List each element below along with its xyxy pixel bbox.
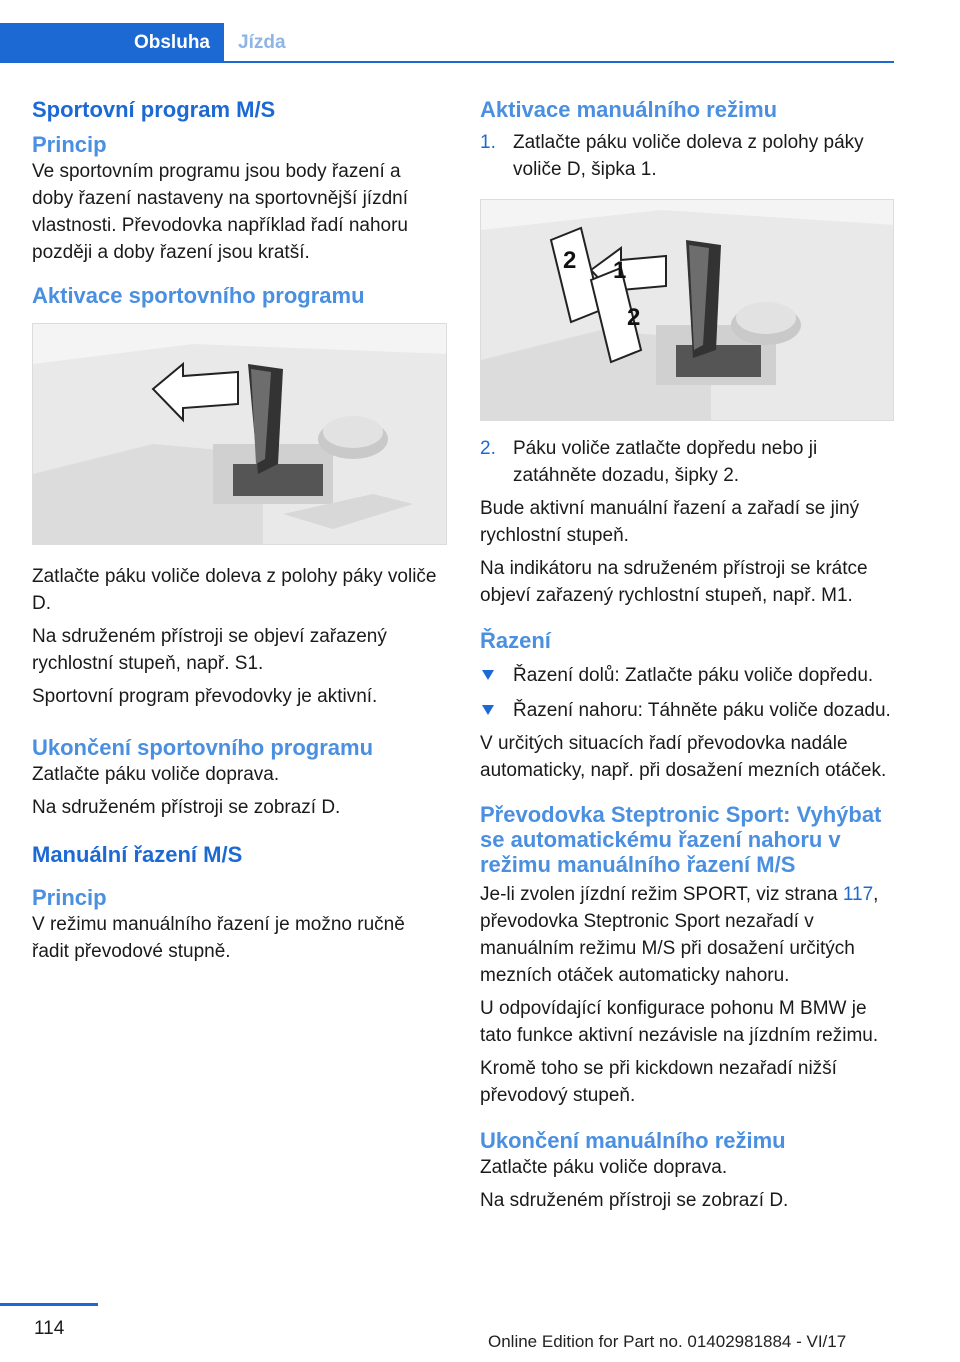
- list-item-text: Řazení dolů: Zatlačte páku voliče dopředu.: [513, 665, 874, 686]
- step-item: [480, 129, 894, 183]
- paragraph-sport-1: Zatlačte páku voliče doleva z polohy páky voliče D.: [32, 566, 437, 614]
- list-item-text: Řazení nahoru: Táhněte páku voliče dozadu.: [513, 700, 891, 721]
- triangle-bullet-icon: [482, 670, 494, 680]
- heading-princip: Princip: [32, 132, 107, 157]
- step-number: 1.: [480, 132, 496, 153]
- header-divider: [0, 61, 894, 63]
- heading-manual: Manuální řazení M/S: [32, 842, 243, 867]
- tab-jizda[interactable]: Jízda: [238, 32, 286, 53]
- paragraph-steptronic-3: Kromě toho se při kickdown nezařadí nižší převodový stupeň.: [480, 1058, 837, 1106]
- paragraph-ukonceni-2: Na sdruženém přístroji se zobrazí D.: [32, 797, 341, 818]
- page-link-117[interactable]: 117: [842, 884, 874, 905]
- heading-ukonceni-manual: Ukončení manuálního režimu: [480, 1128, 786, 1153]
- steps-list-1: [480, 129, 894, 183]
- heading-steptronic: Převodovka Steptronic Sport: Vyhýbat se automatickému řazení nahoru v režimu manuálního řazení M/S: [480, 802, 882, 877]
- gear-selector-illustration: [33, 324, 447, 545]
- paragraph-manual-2: Na indikátoru na sdruženém přístroji se krátce objeví zařazený rychlostní stupeň, např. M1.: [480, 558, 868, 606]
- paragraph-ukonceni-1: Zatlačte páku voliče doprava.: [32, 764, 280, 785]
- arrow-label-2b: 2: [627, 304, 641, 331]
- paragraph-manual-1: Bude aktivní manuální řazení a zařadí se jiný rychlostní stupeň.: [480, 498, 860, 546]
- paragraph-ukonceni-manual-2: Na sdruženém přístroji se zobrazí D.: [480, 1190, 789, 1211]
- paragraph-steptronic-1: [480, 881, 894, 989]
- razeni-list: [480, 662, 894, 724]
- edition-note: Online Edition for Part no. 01402981884 - VI/17: [488, 1332, 847, 1351]
- paragraph-sport-3: Sportovní program převodovky je aktivní.: [32, 686, 378, 707]
- gear-selector-photo-sport: [32, 323, 447, 545]
- heading-sport-program: Sportovní program M/S: [32, 97, 276, 122]
- heading-princip-2: Princip: [32, 885, 107, 910]
- triangle-bullet-icon: [482, 705, 494, 715]
- header-tabs: [0, 0, 960, 62]
- gear-selector-photo-manual: [480, 199, 894, 421]
- paragraph-sport-2: Na sdruženém přístroji se objeví zařazený rychlostní stupeň, např. S1.: [32, 626, 387, 674]
- step-text: Zatlačte páku voliče doleva z polohy páky voliče D, šipka 1.: [513, 132, 864, 180]
- footer-divider: [0, 1303, 98, 1306]
- paragraph-text: , převodovka Steptronic Sport nezařadí v manuálním režimu M/S při dosažení určitých mezních otáček automaticky nahoru.: [480, 884, 879, 986]
- paragraph-princip-2: V režimu manuálního řazení je možno ručně řadit převodové stupně.: [32, 914, 405, 962]
- step-text: Páku voliče zatlačte dopředu nebo ji zatáhněte dozadu, šipky 2.: [513, 438, 818, 486]
- heading-aktivace-manual: Aktivace manuálního režimu: [480, 97, 778, 122]
- left-column: [32, 96, 447, 965]
- page-number: 114: [34, 1318, 65, 1339]
- paragraph-steptronic-2: U odpovídající konfigurace pohonu M BMW je tato funkce aktivní nezávisle na jízdním režimu.: [480, 998, 879, 1046]
- step-number: 2.: [480, 438, 496, 459]
- paragraph-princip: Ve sportovním programu jsou body řazení a doby řazení nastaveny na sportovnější jízdní vlastnosti. Převodovka například řadí nahoru později a doby řazení jsou kratší.: [32, 161, 409, 263]
- heading-ukonceni-sport: Ukončení sportovního programu: [32, 735, 374, 760]
- heading-razeni: Řazení: [480, 628, 551, 653]
- arrow-label-2a: 2: [563, 247, 577, 274]
- paragraph-text: Je-li zvolen jízdní režim SPORT, viz strana: [480, 884, 843, 905]
- list-item: [480, 697, 894, 724]
- tab-obsluha[interactable]: Obsluha: [0, 23, 224, 63]
- step-item: [480, 435, 894, 489]
- right-column: [480, 96, 894, 1214]
- gear-selector-arrows-illustration: [481, 200, 894, 421]
- heading-aktivace-sport: Aktivace sportovního programu: [32, 283, 365, 308]
- steps-list-2: [480, 435, 894, 489]
- paragraph-razeni: V určitých situacích řadí převodovka nadále automaticky, např. při dosažení mezních otáček.: [480, 733, 887, 781]
- list-item: [480, 662, 894, 689]
- paragraph-ukonceni-manual-1: Zatlačte páku voliče doprava.: [480, 1157, 728, 1178]
- arrow-label-1: 1: [613, 257, 627, 284]
